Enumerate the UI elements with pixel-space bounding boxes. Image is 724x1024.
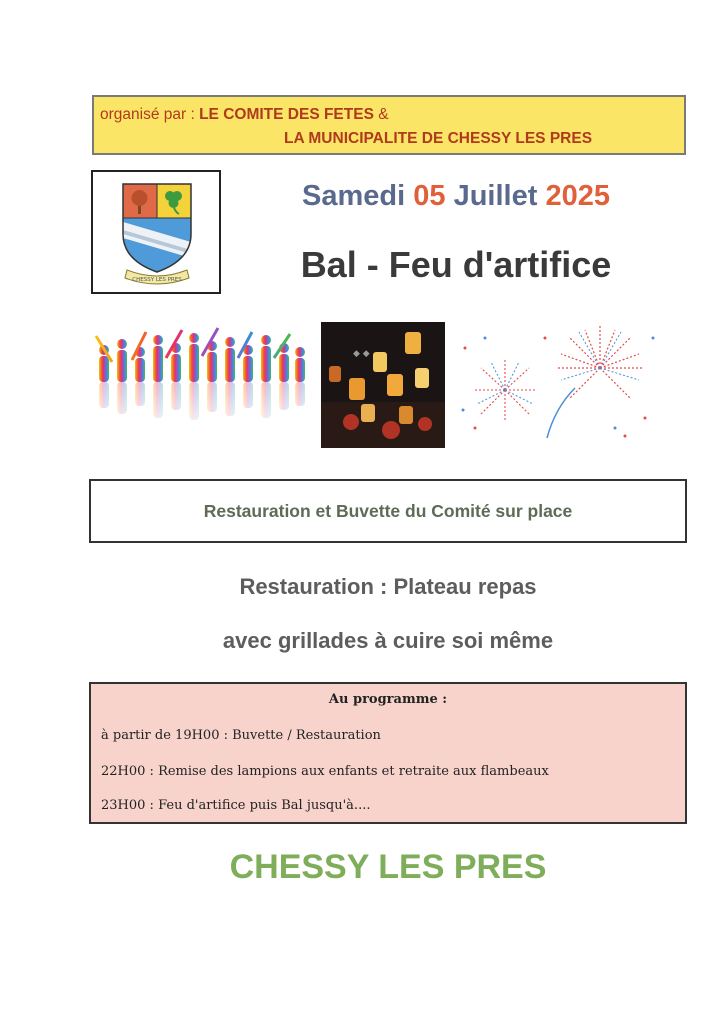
coat-of-arms-box (91, 170, 221, 294)
restauration-box (89, 479, 687, 543)
restauration-box-text: Restauration et Buvette du Comité sur place (203, 500, 573, 521)
dancers-image (92, 322, 312, 438)
programme-title: Au programme : (328, 692, 448, 707)
programme-item: à partir de 19H00 : Buvette / Restauration (101, 728, 381, 743)
svg-text:◆ ◆: ◆ ◆ (353, 349, 370, 359)
organizer-ampersand: & (378, 106, 389, 123)
date-year: 2025 (545, 180, 610, 212)
organizer-prefix: organisé par : (100, 106, 195, 123)
fireworks-image (455, 318, 660, 446)
organizer-line-2: LA MUNICIPALITE DE CHESSY LES PRES (284, 130, 593, 147)
menu-line-2: avec grillades à cuire soi même (222, 628, 554, 653)
event-title: Bal - Feu d'artifice (300, 244, 612, 285)
coat-of-arms-motto: CHESSY LES PRES (132, 277, 182, 283)
programme-item: 22H00 : Remise des lampions aux enfants et retraite aux flambeaux (101, 764, 549, 779)
coat-of-arms-icon (93, 172, 219, 292)
event-date (226, 180, 686, 213)
organizer-banner (92, 95, 686, 155)
date-number: 05 (413, 180, 446, 212)
date-day: Samedi (302, 180, 406, 212)
menu-line-1: Restauration : Plateau repas (239, 574, 537, 599)
organizer-committee: LE COMITE DES FETES (199, 106, 374, 123)
lanterns-photo (321, 322, 445, 448)
programme-item: 23H00 : Feu d'artifice puis Bal jusqu'à.... (101, 798, 371, 813)
organizer-line-1 (100, 106, 389, 124)
footer-town-name: CHESSY LES PRES (229, 848, 547, 886)
programme-box (89, 682, 687, 824)
date-month: Juillet (453, 180, 538, 212)
